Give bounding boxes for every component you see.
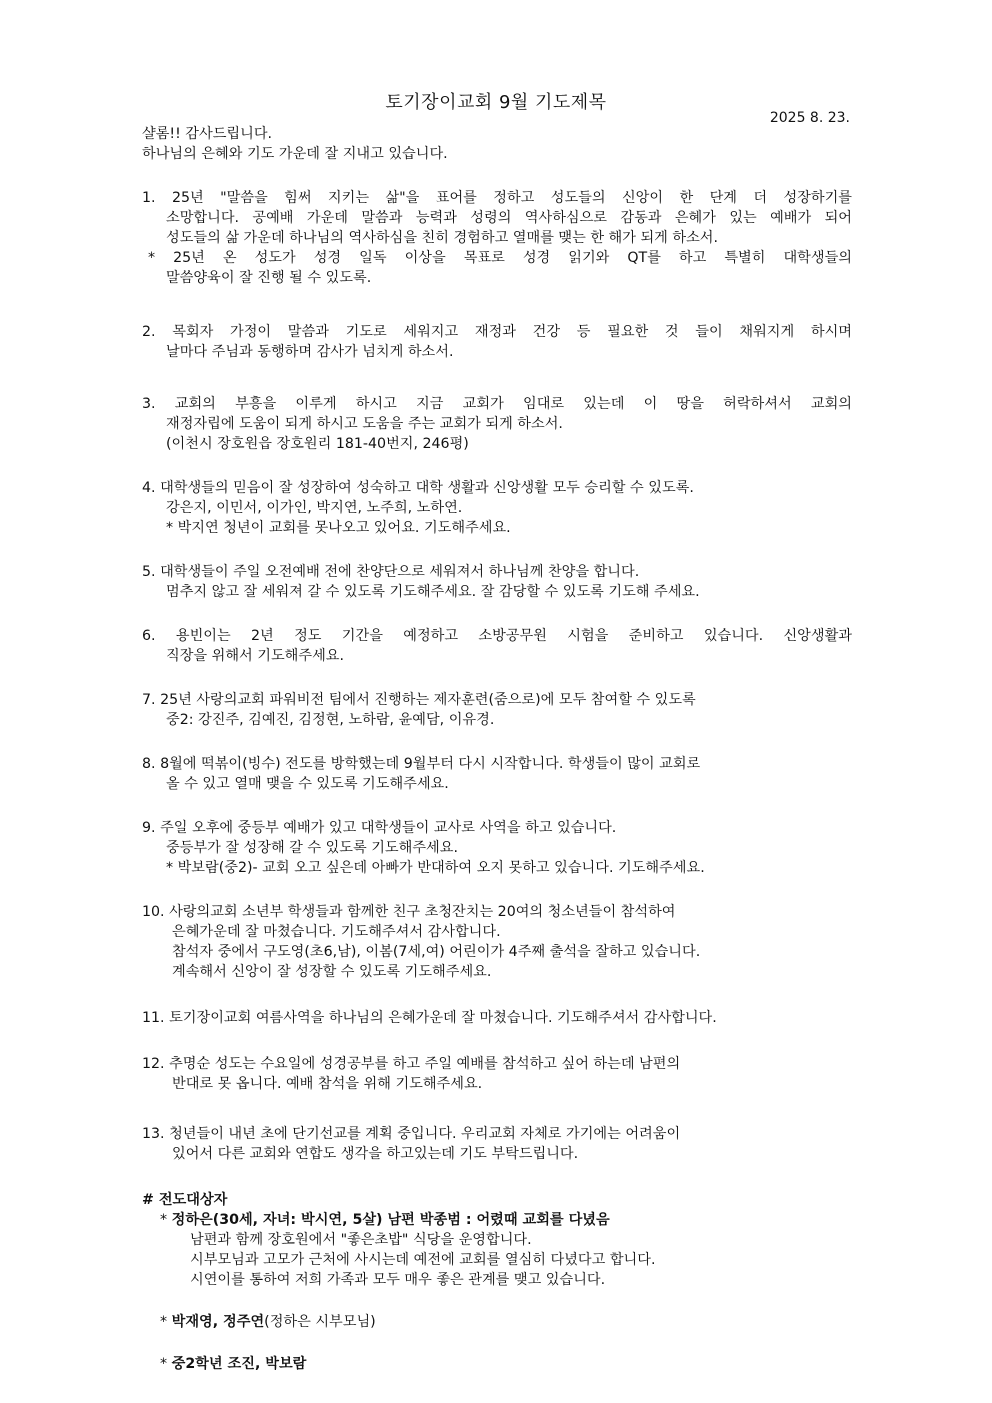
- item-note: * 박보람(중2)- 교회 오고 싶은데 아빠가 반대하여 오지 못하고 있습니다. 기도해주세요.: [166, 860, 705, 876]
- item-text: 올 수 있고 열매 맺을 수 있도록 기도해주세요.: [166, 776, 449, 792]
- target-person: [142, 1210, 852, 1230]
- item-number: 4.: [142, 480, 156, 496]
- item-text: 말씀양육이 잘 진행 될 수 있도록.: [166, 270, 372, 286]
- target-note: (정하은 시부모님): [264, 1314, 376, 1330]
- item-text: 대학생들이 주일 오전예배 전에 찬양단으로 세워져서 하나님께 찬양을 합니다.: [160, 564, 640, 580]
- bullet-star: *: [160, 1314, 168, 1330]
- prayer-item: [142, 188, 852, 288]
- item-text: 사랑의교회 소년부 학생들과 함께한 친구 초청잔치는 20여의 청소년들이 참석하여: [169, 904, 676, 920]
- target-detail: 시연이를 통하여 저희 가족과 모두 매우 좋은 관계를 맺고 있습니다.: [190, 1272, 606, 1288]
- document-body: [142, 124, 852, 1374]
- target-person: [142, 1354, 852, 1374]
- item-text: 성도들의 삶 가운데 하나님의 역사하심을 친히 경험하고 열매를 맺는 한 해가 되게 하소서.: [166, 230, 719, 246]
- item-text: 있어서 다른 교회와 연합도 생각을 하고있는데 기도 부탁드립니다.: [172, 1146, 579, 1162]
- item-text: 교회의 부흥을 이루게 하시고 지금 교회가 임대로 있는데 이 땅을 허락하셔서 교회의: [174, 396, 852, 412]
- prayer-item: [142, 1008, 852, 1028]
- prayer-item: [142, 902, 852, 982]
- item-text: 중등부가 잘 성장해 갈 수 있도록 기도해주세요.: [166, 840, 458, 856]
- item-text: 멈추지 않고 잘 세워져 갈 수 있도록 기도해주세요. 잘 감당할 수 있도록 기도해 주세요.: [166, 584, 700, 600]
- item-text: 참석자 중에서 구도영(초6,남), 이봄(7세,여) 어린이가 4주째 출석을 잘하고 있습니다.: [172, 944, 701, 960]
- greeting-line: 하나님의 은혜와 기도 가운데 잘 지내고 있습니다.: [142, 146, 448, 162]
- item-number: 10.: [142, 904, 165, 920]
- item-number: 3.: [142, 396, 156, 412]
- target-detail: 시부모님과 고모가 근처에 사시는데 예전에 교회를 열심히 다녔다고 합니다.: [190, 1252, 656, 1268]
- item-number: 2.: [142, 324, 156, 340]
- item-number: 6.: [142, 628, 156, 644]
- item-number: 1.: [142, 190, 156, 206]
- prayer-item: [142, 562, 852, 602]
- item-text: 중2: 강진주, 김예진, 김정현, 노하람, 윤예담, 이유경.: [166, 712, 495, 728]
- target-name: 중2학년 조진, 박보람: [171, 1356, 307, 1372]
- prayer-item: [142, 1054, 852, 1094]
- item-number: 5.: [142, 564, 156, 580]
- item-text: 대학생들의 믿음이 잘 성장하여 성숙하고 대학 생활과 신앙생활 모두 승리할 수 있도록.: [160, 480, 694, 496]
- prayer-item: [142, 754, 852, 794]
- target-detail: 남편과 함께 장호원에서 "좋은초밥" 식당을 운영합니다.: [190, 1232, 532, 1248]
- prayer-item: [142, 1124, 852, 1164]
- bullet-star: *: [160, 1356, 168, 1372]
- prayer-item: [142, 690, 852, 730]
- item-number: 8.: [142, 756, 156, 772]
- item-text: 계속해서 신앙이 잘 성장할 수 있도록 기도해주세요.: [172, 964, 492, 980]
- item-text: 8월에 떡볶이(빙수) 전도를 방학했는데 9월부터 다시 시작합니다. 학생들이 많이 교회로: [160, 756, 701, 772]
- section-heading: # 전도대상자: [142, 1192, 228, 1208]
- bullet-star: *: [160, 1212, 168, 1228]
- item-text: 25년 "말씀을 힘써 지키는 삶"을 표어를 정하고 성도들의 신앙이 한 단계 더 성장하기를: [171, 190, 852, 206]
- item-text: (이천시 장호원읍 장호원리 181-40번지, 246평): [166, 436, 469, 452]
- item-note: * 25년 온 성도가 성경 일독 이상을 목표로 성경 읽기와 QT를 하고 특별히 대학생들의: [148, 250, 852, 266]
- prayer-item: [142, 478, 852, 538]
- item-note: * 박지연 청년이 교회를 못나오고 있어요. 기도해주세요.: [166, 520, 511, 536]
- target-name: 정하은(30세, 자녀: 박시연, 5살) 남편 박종범 : 어렸때 교회를 다녔음: [171, 1212, 610, 1228]
- item-number: 13.: [142, 1126, 165, 1142]
- item-text: 주일 오후에 중등부 예배가 있고 대학생들이 교사로 사역을 하고 있습니다.: [160, 820, 617, 836]
- item-text: 강은지, 이민서, 이가인, 박지연, 노주희, 노하연.: [166, 500, 463, 516]
- prayer-item: [142, 322, 852, 362]
- greeting-line: 샬롬!! 감사드립니다.: [142, 126, 273, 142]
- prayer-item: [142, 818, 852, 878]
- document-date: 2025 8. 23.: [769, 110, 850, 126]
- prayer-item: [142, 626, 852, 666]
- item-text: 25년 사랑의교회 파워비전 팀에서 진행하는 제자훈련(줌으로)에 모두 참여할 수 있도록: [160, 692, 696, 708]
- item-text: 소망합니다. 공예배 가운데 말씀과 능력과 성령의 역사하심으로 감동과 은혜가 있는 예배가 되어: [166, 210, 852, 226]
- evangelism-targets-section: [142, 1190, 852, 1374]
- item-text: 토기장이교회 여름사역을 하나님의 은혜가운데 잘 마쳤습니다. 기도해주셔서 감사합니다.: [169, 1010, 717, 1026]
- item-text: 추명순 성도는 수요일에 성경공부를 하고 주일 예배를 참석하고 싶어 하는데 남편의: [169, 1056, 681, 1072]
- item-number: 12.: [142, 1056, 165, 1072]
- item-text: 목회자 가정이 말씀과 기도로 세워지고 재정과 건강 등 필요한 것 들이 채워지게 하시며: [172, 324, 852, 340]
- item-number: 11.: [142, 1010, 165, 1026]
- item-text: 청년들이 내년 초에 단기선교를 계획 중입니다. 우리교회 자체로 가기에는 어려움이: [169, 1126, 681, 1142]
- item-number: 7.: [142, 692, 156, 708]
- item-text: 은혜가운데 잘 마쳤습니다. 기도해주셔서 감사합니다.: [172, 924, 501, 940]
- target-person: [142, 1312, 852, 1332]
- document-title: 토기장이교회 9월 기도제목: [385, 92, 607, 113]
- item-text: 날마다 주님과 동행하며 감사가 넘치게 하소서.: [166, 344, 454, 360]
- prayer-item: [142, 394, 852, 454]
- item-text: 직장을 위해서 기도해주세요.: [166, 648, 344, 664]
- item-text: 재정자립에 도움이 되게 하시고 도움을 주는 교회가 되게 하소서.: [166, 416, 563, 432]
- item-text: 반대로 못 옵니다. 예배 참석을 위해 기도해주세요.: [172, 1076, 483, 1092]
- target-name: 박재영, 정주연: [171, 1314, 265, 1330]
- item-text: 용빈이는 2년 정도 기간을 예정하고 소방공무원 시험을 준비하고 있습니다. 신앙생활과: [175, 628, 852, 644]
- item-number: 9.: [142, 820, 156, 836]
